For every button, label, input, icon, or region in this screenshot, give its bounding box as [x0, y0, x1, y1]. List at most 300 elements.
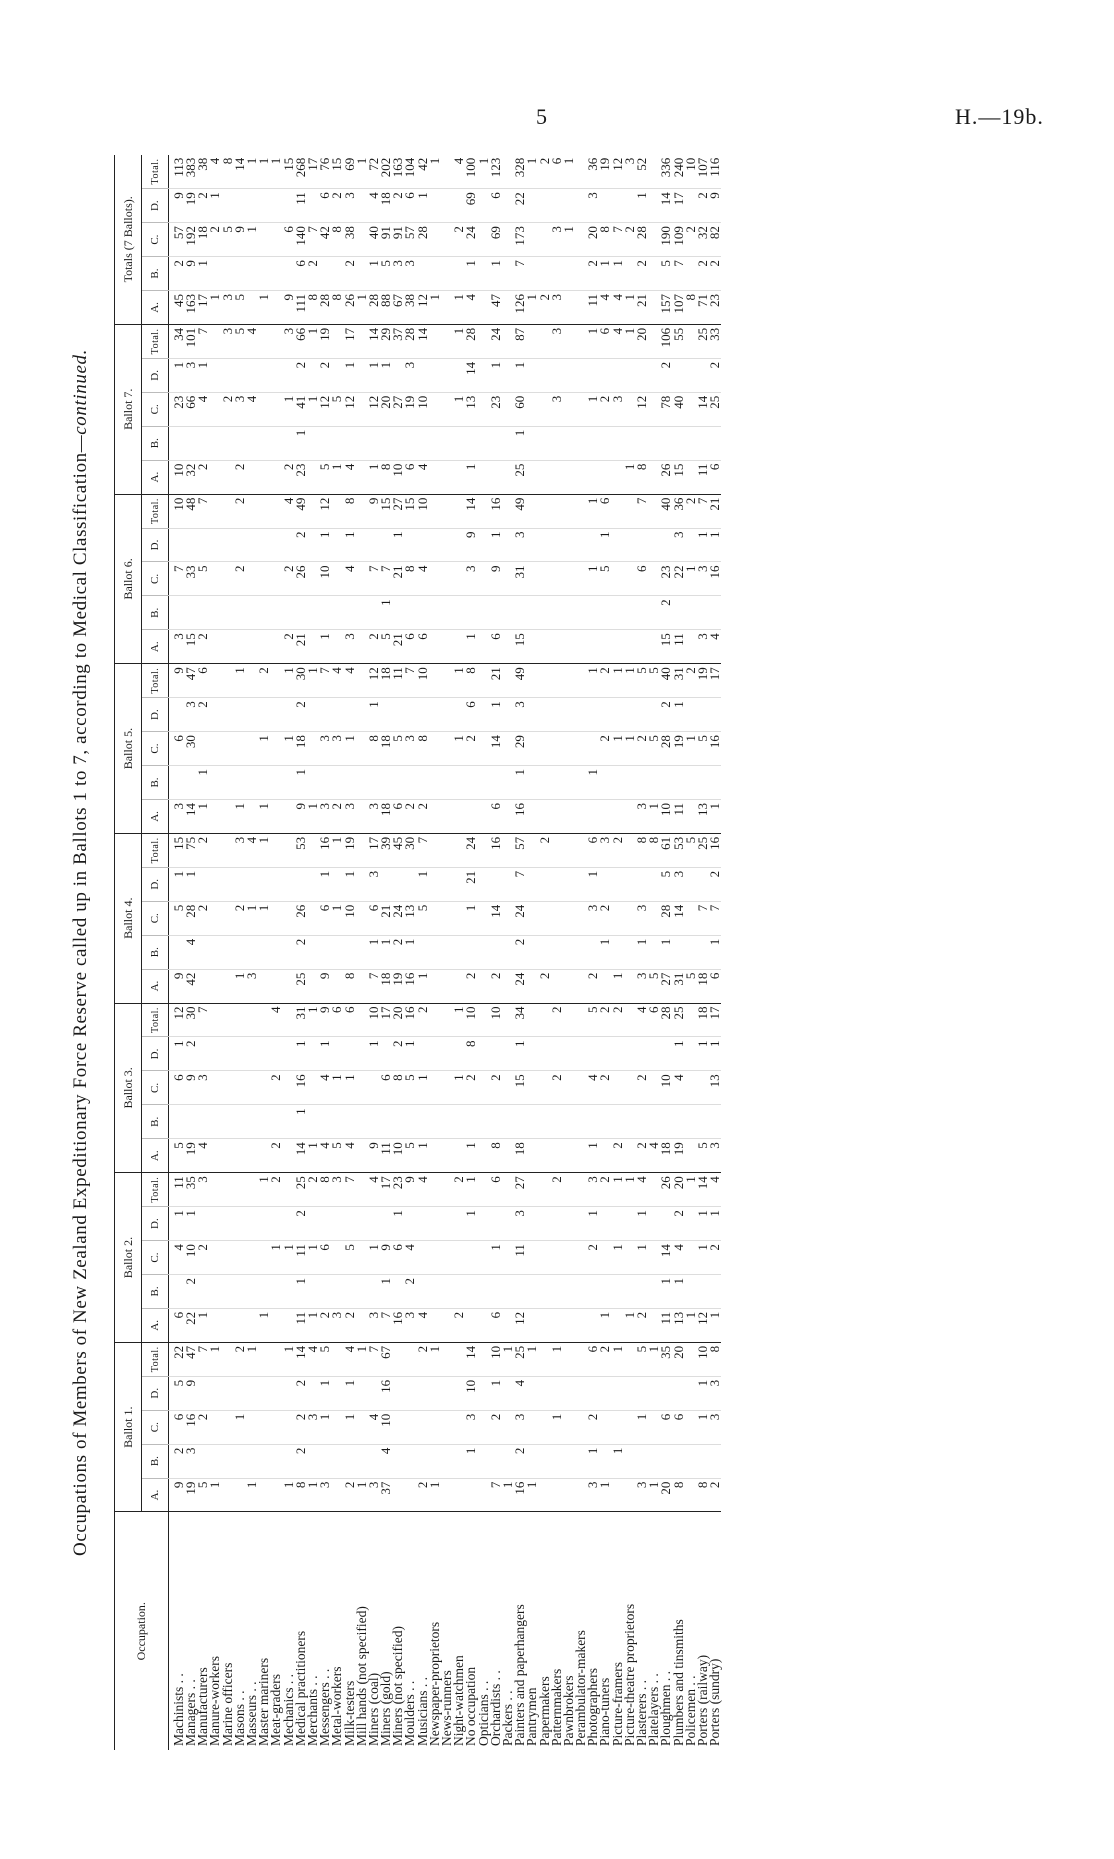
table-cell: 6: [319, 901, 331, 935]
table-cell: [246, 1444, 258, 1478]
table-cell: [222, 257, 234, 291]
table-cell: 192: [185, 223, 197, 257]
table-cell: [551, 1241, 563, 1275]
table-cell: [612, 1376, 624, 1410]
table-cell: [429, 1207, 441, 1241]
table-cell: [429, 867, 441, 901]
table-cell: [538, 257, 550, 291]
table-cell: [185, 528, 197, 562]
table-cell: [417, 1444, 429, 1478]
table-cell: [429, 901, 441, 935]
table-cell: [417, 257, 429, 291]
table-cell: [478, 935, 490, 969]
table-cell: 2: [709, 867, 721, 901]
table-cell: 4: [636, 1003, 648, 1037]
table-cell: [343, 766, 355, 800]
table-cell: [246, 766, 258, 800]
table-cell: [209, 1444, 221, 1478]
table-cell: [429, 596, 441, 630]
table-cell: [270, 1105, 282, 1139]
table-cell: 3: [709, 1139, 721, 1173]
table-cell: 1: [270, 155, 282, 189]
table-cell: 16: [404, 969, 416, 1003]
table-cell: 7: [368, 562, 380, 596]
table-cell: 1: [209, 189, 221, 223]
table-cell: 24: [514, 969, 526, 1003]
table-cell: [209, 935, 221, 969]
table-row: [490, 155, 502, 1750]
table-cell: 2: [709, 1478, 721, 1512]
table-cell: 2: [587, 1241, 599, 1275]
table-cell: 14: [673, 901, 685, 935]
table-cell: [526, 630, 538, 664]
table-cell: 9: [295, 799, 307, 833]
table-cell: 10: [169, 494, 186, 528]
occupation-name: Plasterers . .: [636, 1512, 648, 1750]
table-cell: [563, 732, 575, 766]
table-cell: 14: [697, 1173, 709, 1207]
table-cell: 7: [380, 562, 392, 596]
table-cell: 19: [404, 392, 416, 426]
table-cell: 1: [587, 1139, 599, 1173]
table-cell: [538, 1105, 550, 1139]
table-cell: [538, 1444, 550, 1478]
table-cell: [429, 460, 441, 494]
table-cell: 28: [465, 324, 477, 358]
table-cell: [246, 698, 258, 732]
table-cell: 3: [636, 969, 648, 1003]
table-cell: 18: [197, 223, 209, 257]
table-cell: 106: [660, 324, 672, 358]
table-cell: 2: [587, 1410, 599, 1444]
table-cell: [538, 189, 550, 223]
table-cell: 2: [551, 1173, 563, 1207]
table-cell: 2: [169, 257, 186, 291]
table-cell: [526, 596, 538, 630]
table-cell: [392, 698, 404, 732]
table-cell: 1: [673, 1275, 685, 1309]
table-cell: 2: [319, 358, 331, 392]
table-cell: 12: [417, 290, 429, 324]
table-cell: [441, 1241, 453, 1275]
table-cell: 1: [392, 1207, 404, 1241]
table-cell: 2: [343, 1308, 355, 1342]
sub-column-header: C.: [142, 901, 169, 935]
table-cell: 3: [331, 732, 343, 766]
table-cell: 126: [514, 290, 526, 324]
table-cell: 25: [697, 833, 709, 867]
table-cell: [563, 1478, 575, 1512]
table-cell: 5: [319, 1342, 331, 1376]
table-cell: [526, 1037, 538, 1071]
table-cell: [429, 1071, 441, 1105]
table-cell: [490, 426, 502, 460]
table-cell: 3: [514, 528, 526, 562]
table-cell: 8: [343, 969, 355, 1003]
table-row: [169, 155, 186, 1750]
table-cell: [417, 596, 429, 630]
table-cell: 3: [404, 732, 416, 766]
table-caption: [70, 155, 92, 1750]
table-cell: [429, 528, 441, 562]
table-cell: 3: [234, 392, 246, 426]
table-cell: [551, 596, 563, 630]
table-row: [417, 155, 429, 1750]
table-cell: [563, 766, 575, 800]
table-cell: [392, 766, 404, 800]
table-cell: 2: [514, 1444, 526, 1478]
sub-column-header: Total.: [142, 494, 169, 528]
table-cell: 4: [319, 1139, 331, 1173]
table-cell: [356, 1207, 368, 1241]
table-cell: [209, 494, 221, 528]
table-cell: 1: [417, 1139, 429, 1173]
table-cell: 1: [612, 969, 624, 1003]
table-cell: [331, 596, 343, 630]
table-cell: 45: [169, 290, 186, 324]
table-cell: [526, 324, 538, 358]
table-cell: 2: [490, 1410, 502, 1444]
table-cell: [478, 1444, 490, 1478]
table-cell: [709, 596, 721, 630]
table-cell: [441, 1275, 453, 1309]
table-cell: 2: [709, 257, 721, 291]
table-cell: 3: [368, 867, 380, 901]
table-cell: [551, 1376, 563, 1410]
table-cell: [222, 528, 234, 562]
table-cell: [441, 1105, 453, 1139]
table-cell: 45: [392, 833, 404, 867]
table-cell: [636, 528, 648, 562]
table-cell: [404, 1207, 416, 1241]
table-row: [551, 155, 563, 1750]
table-cell: [429, 257, 441, 291]
table-cell: 6: [404, 630, 416, 664]
table-cell: 8: [319, 1173, 331, 1207]
table-cell: 88: [380, 290, 392, 324]
table-cell: [209, 1173, 221, 1207]
table-cell: [673, 358, 685, 392]
table-cell: [526, 766, 538, 800]
occupation-name: Miners (coal): [368, 1512, 380, 1750]
table-cell: 5: [169, 901, 186, 935]
table-cell: 4: [283, 494, 295, 528]
table-cell: 4: [709, 630, 721, 664]
table-cell: 22: [169, 1342, 186, 1376]
table-cell: [453, 1241, 465, 1275]
table-cell: 4: [307, 1342, 319, 1376]
table-cell: [417, 426, 429, 460]
table-cell: 10: [417, 392, 429, 426]
table-cell: 2: [599, 1003, 611, 1037]
table-cell: 2: [599, 392, 611, 426]
table-cell: 1: [185, 867, 197, 901]
table-cell: 2: [234, 901, 246, 935]
table-cell: [465, 1478, 477, 1512]
table-cell: [429, 799, 441, 833]
table-cell: [636, 1376, 648, 1410]
table-cell: [563, 1173, 575, 1207]
table-cell: 2: [636, 732, 648, 766]
table-cell: [636, 630, 648, 664]
table-cell: 2: [343, 257, 355, 291]
table-cell: [526, 935, 538, 969]
table-cell: [392, 596, 404, 630]
table-cell: 3: [222, 290, 234, 324]
table-cell: 1: [612, 1173, 624, 1207]
table-cell: 5: [169, 1376, 186, 1410]
table-cell: 116: [709, 155, 721, 189]
table-cell: 16: [185, 1410, 197, 1444]
table-cell: 17: [380, 1173, 392, 1207]
table-cell: [453, 1275, 465, 1309]
table-cell: [563, 698, 575, 732]
table-cell: [526, 799, 538, 833]
table-cell: [222, 358, 234, 392]
table-cell: [222, 1478, 234, 1512]
table-cell: [209, 799, 221, 833]
table-cell: [295, 596, 307, 630]
table-cell: 2: [490, 1071, 502, 1105]
table-cell: 18: [514, 1139, 526, 1173]
table-cell: 53: [295, 833, 307, 867]
table-cell: 10: [392, 1139, 404, 1173]
table-cell: [368, 1207, 380, 1241]
table-cell: 26: [295, 562, 307, 596]
table-cell: 69: [343, 155, 355, 189]
table-cell: 1: [283, 732, 295, 766]
table-cell: [551, 732, 563, 766]
table-cell: 3: [465, 1410, 477, 1444]
table-cell: 1: [612, 664, 624, 698]
table-cell: [441, 426, 453, 460]
table-cell: 3: [331, 1308, 343, 1342]
table-cell: [417, 1410, 429, 1444]
sub-column-header: D.: [142, 358, 169, 392]
table-cell: [404, 1444, 416, 1478]
table-cell: [551, 1139, 563, 1173]
table-cell: [526, 901, 538, 935]
table-cell: [331, 426, 343, 460]
table-cell: 19: [599, 155, 611, 189]
table-cell: [429, 664, 441, 698]
table-cell: 1: [465, 257, 477, 291]
table-cell: [356, 1071, 368, 1105]
table-cell: 7: [197, 1003, 209, 1037]
table-cell: 1: [380, 596, 392, 630]
table-cell: 4: [343, 1139, 355, 1173]
table-row: [538, 155, 550, 1750]
table-cell: [307, 426, 319, 460]
table-cell: 3: [169, 799, 186, 833]
table-cell: 1: [697, 1410, 709, 1444]
table-cell: 3: [551, 223, 563, 257]
table-cell: [246, 1207, 258, 1241]
table-cell: 2: [660, 358, 672, 392]
sub-column-header: B.: [142, 935, 169, 969]
ballot-group-header: Totals (7 Ballots).: [115, 155, 142, 325]
table-cell: [404, 766, 416, 800]
table-cell: 1: [453, 664, 465, 698]
table-cell: [478, 460, 490, 494]
table-cell: 1: [368, 698, 380, 732]
table-cell: 1: [331, 1071, 343, 1105]
table-cell: 163: [185, 290, 197, 324]
table-cell: [258, 460, 270, 494]
table-cell: [222, 732, 234, 766]
table-cell: [612, 766, 624, 800]
occupation-name: Painters and paperhangers: [514, 1512, 526, 1750]
table-cell: [429, 324, 441, 358]
table-cell: [392, 1478, 404, 1512]
table-cell: [551, 494, 563, 528]
table-cell: 8: [636, 833, 648, 867]
table-cell: [441, 833, 453, 867]
table-cell: 7: [636, 494, 648, 528]
table-cell: 3: [587, 1478, 599, 1512]
table-cell: [209, 257, 221, 291]
table-cell: [185, 1105, 197, 1139]
table-cell: 20: [392, 1003, 404, 1037]
table-cell: [234, 1376, 246, 1410]
table-cell: [222, 935, 234, 969]
table-cell: [368, 766, 380, 800]
table-cell: 9: [490, 562, 502, 596]
table-cell: 7: [697, 901, 709, 935]
table-cell: 2: [599, 1071, 611, 1105]
table-cell: 2: [417, 1342, 429, 1376]
table-cell: 2: [234, 562, 246, 596]
table-cell: [526, 1207, 538, 1241]
table-cell: 1: [343, 358, 355, 392]
table-cell: [563, 1037, 575, 1071]
table-cell: [697, 426, 709, 460]
table-cell: 10: [465, 1003, 477, 1037]
table-cell: 14: [660, 1241, 672, 1275]
table-cell: 28: [185, 901, 197, 935]
table-cell: [685, 1444, 697, 1478]
table-cell: [441, 1342, 453, 1376]
table-cell: [575, 596, 587, 630]
table-cell: 1: [636, 189, 648, 223]
table-cell: 37: [392, 324, 404, 358]
table-cell: 3: [368, 1478, 380, 1512]
table-cell: [551, 358, 563, 392]
table-cell: [575, 358, 587, 392]
table-cell: 2: [169, 1444, 186, 1478]
table-cell: [599, 630, 611, 664]
table-cell: [234, 1173, 246, 1207]
table-cell: 6: [404, 460, 416, 494]
table-cell: [307, 596, 319, 630]
table-cell: 2: [234, 494, 246, 528]
table-cell: [612, 1275, 624, 1309]
occupation-name: Manufacturers: [197, 1512, 209, 1750]
table-cell: [526, 257, 538, 291]
table-cell: 1: [404, 935, 416, 969]
table-cell: 57: [404, 223, 416, 257]
table-cell: [441, 1139, 453, 1173]
table-cell: [551, 766, 563, 800]
table-cell: 3: [404, 1308, 416, 1342]
table-cell: 1: [453, 732, 465, 766]
table-cell: [575, 1275, 587, 1309]
table-cell: [441, 1478, 453, 1512]
table-cell: 12: [514, 1308, 526, 1342]
table-cell: [258, 1037, 270, 1071]
table-cell: [599, 766, 611, 800]
table-cell: 42: [417, 155, 429, 189]
table-cell: [429, 1003, 441, 1037]
table-cell: [575, 1037, 587, 1071]
table-cell: 1: [465, 1207, 477, 1241]
table-cell: [563, 1410, 575, 1444]
table-cell: [673, 1105, 685, 1139]
sub-column-header: C.: [142, 1071, 169, 1105]
table-cell: 15: [673, 460, 685, 494]
table-cell: 104: [404, 155, 416, 189]
table-cell: 20: [673, 1173, 685, 1207]
table-cell: [429, 1241, 441, 1275]
table-cell: 2: [343, 1478, 355, 1512]
table-cell: 40: [673, 392, 685, 426]
occupation-name: Orchardists . .: [490, 1512, 502, 1750]
table-cell: 1: [319, 528, 331, 562]
table-cell: [246, 189, 258, 223]
table-cell: 1: [624, 324, 636, 358]
table-cell: 26: [343, 290, 355, 324]
table-cell: 11: [380, 1139, 392, 1173]
table-cell: [685, 698, 697, 732]
table-cell: 4: [246, 392, 258, 426]
table-cell: [599, 1275, 611, 1309]
table-cell: [685, 1105, 697, 1139]
table-cell: 15: [514, 1071, 526, 1105]
table-cell: [270, 1308, 282, 1342]
table-row: [209, 155, 221, 1750]
table-cell: 10: [660, 1071, 672, 1105]
table-cell: [673, 1444, 685, 1478]
table-cell: 4: [709, 1173, 721, 1207]
sub-column-header: C.: [142, 392, 169, 426]
table-cell: [551, 460, 563, 494]
table-cell: [319, 935, 331, 969]
table-cell: 1: [283, 392, 295, 426]
table-cell: [551, 901, 563, 935]
table-cell: 10: [685, 155, 697, 189]
table-cell: 4: [209, 155, 221, 189]
table-cell: 3: [185, 698, 197, 732]
table-cell: 1: [587, 392, 599, 426]
table-cell: 1: [709, 935, 721, 969]
table-cell: [538, 1241, 550, 1275]
table-cell: [563, 630, 575, 664]
table-cell: [234, 1308, 246, 1342]
occupation-name: Manure-workers: [209, 1512, 221, 1750]
table-cell: 47: [185, 1342, 197, 1376]
table-cell: 1: [453, 290, 465, 324]
table-cell: [222, 1071, 234, 1105]
table-row: [636, 155, 648, 1750]
table-cell: [429, 698, 441, 732]
table-cell: 29: [380, 324, 392, 358]
table-cell: [270, 257, 282, 291]
table-row: [624, 155, 636, 1750]
table-cell: [538, 596, 550, 630]
table-cell: 25: [697, 324, 709, 358]
table-cell: 42: [185, 969, 197, 1003]
table-cell: [356, 596, 368, 630]
